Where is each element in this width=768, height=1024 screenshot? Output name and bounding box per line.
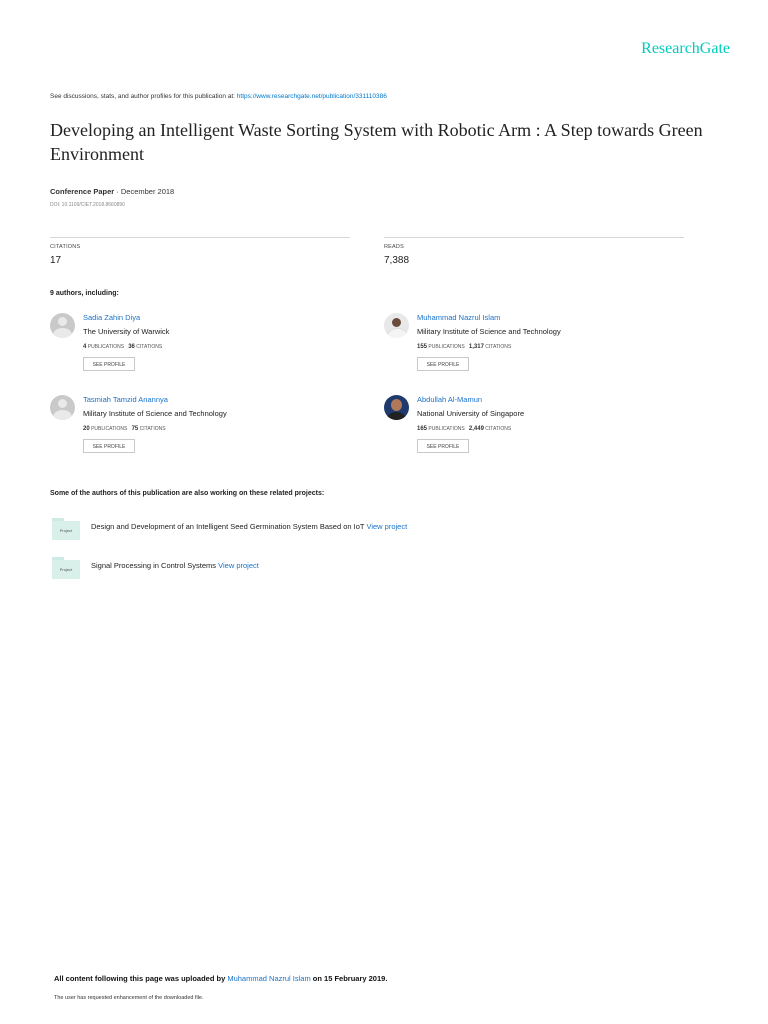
citations-label: CITATIONS bbox=[485, 344, 512, 350]
avatar-placeholder-icon[interactable] bbox=[50, 313, 75, 338]
projects-heading: Some of the authors of this publication are also working on these related projects: bbox=[50, 490, 325, 497]
publications-label: PUBLICATIONS bbox=[428, 426, 465, 432]
see-profile-button[interactable]: SEE PROFILE bbox=[83, 357, 135, 371]
discussion-line bbox=[50, 93, 387, 100]
author-institution: Military Institute of Science and Technology bbox=[83, 409, 227, 418]
reads-value: 7,388 bbox=[384, 255, 410, 266]
author-name-link[interactable]: Tasmiah Tamzid Anannya bbox=[83, 395, 168, 404]
citations-count: 75 bbox=[131, 426, 139, 432]
author-card bbox=[50, 313, 350, 383]
citations-count: 1,317 bbox=[468, 344, 484, 350]
citations-value: 17 bbox=[50, 255, 62, 266]
upload-prefix: All content following this page was uploaded by bbox=[54, 974, 228, 983]
author-institution: Military Institute of Science and Technology bbox=[417, 327, 561, 336]
project-item bbox=[50, 555, 650, 581]
publications-count: 20 bbox=[83, 426, 90, 432]
avatar-photo-icon[interactable] bbox=[384, 395, 409, 420]
author-stats bbox=[83, 426, 166, 432]
project-title bbox=[91, 522, 407, 531]
citations-label: CITATIONS bbox=[136, 344, 163, 350]
view-project-link[interactable]: View project bbox=[218, 561, 259, 570]
publications-label: PUBLICATIONS bbox=[91, 426, 128, 432]
project-title-text: Design and Development of an Intelligent Seed Germination System Based on IoT bbox=[91, 522, 367, 531]
author-institution: The University of Warwick bbox=[83, 327, 170, 336]
reads-divider bbox=[384, 237, 684, 238]
author-name-link[interactable]: Sadia Zahin Diya bbox=[83, 313, 141, 322]
citations-divider bbox=[50, 237, 350, 238]
author-card bbox=[384, 395, 684, 465]
citations-label: CITATIONS bbox=[139, 426, 166, 432]
project-item bbox=[50, 516, 650, 542]
reads-label: READS bbox=[384, 244, 404, 250]
project-folder-icon bbox=[52, 557, 80, 579]
author-card bbox=[50, 395, 350, 465]
citations-label: CITATIONS bbox=[485, 426, 512, 432]
uploader-link[interactable]: Muhammad Nazrul Islam bbox=[227, 974, 311, 983]
publications-count: 4 bbox=[83, 344, 87, 350]
authors-heading: 9 authors, including: bbox=[50, 290, 119, 297]
upload-note bbox=[54, 974, 387, 983]
author-institution: National University of Singapore bbox=[417, 409, 525, 418]
citations-count: 2,449 bbox=[468, 426, 484, 432]
see-profile-button[interactable]: SEE PROFILE bbox=[83, 439, 135, 453]
paper-title: Developing an Intelligent Waste Sorting System with Robotic Arm : A Step towards Green Environment bbox=[50, 120, 703, 164]
avatar-placeholder-icon[interactable] bbox=[50, 395, 75, 420]
see-profile-button[interactable]: SEE PROFILE bbox=[417, 357, 469, 371]
project-title-text: Signal Processing in Control Systems bbox=[91, 561, 219, 570]
paper-date: · December 2018 bbox=[114, 187, 175, 196]
author-name-link[interactable]: Abdullah Al-Mamun bbox=[417, 395, 483, 404]
see-profile-button[interactable]: SEE PROFILE bbox=[417, 439, 469, 453]
publications-count: 165 bbox=[417, 426, 428, 432]
discussion-text: See discussions, stats, and author profiles for this publication at: bbox=[50, 93, 237, 100]
project-icon-label: Project bbox=[52, 560, 80, 579]
author-card bbox=[384, 313, 684, 383]
paper-type: Conference Paper bbox=[50, 187, 115, 196]
publication-url-link[interactable]: https://www.researchgate.net/publication/331110386 bbox=[236, 93, 387, 100]
view-project-link[interactable]: View project bbox=[366, 522, 408, 531]
paper-type-line bbox=[50, 187, 174, 196]
project-icon-label: Project bbox=[52, 521, 80, 540]
project-title bbox=[91, 561, 259, 570]
paper-doi: DOI: 10.1109/CIET.2018.8660890 bbox=[50, 202, 125, 208]
enhancement-note: The user has requested enhancement of the downloaded file. bbox=[54, 995, 204, 1001]
citations-count: 36 bbox=[128, 344, 135, 350]
author-stats bbox=[417, 426, 511, 432]
citations-label: CITATIONS bbox=[50, 244, 81, 250]
researchgate-logo[interactable]: ResearchGate bbox=[641, 40, 730, 57]
project-folder-icon bbox=[52, 518, 80, 540]
publications-count: 155 bbox=[417, 344, 428, 350]
avatar-photo-icon[interactable] bbox=[384, 313, 409, 338]
publications-label: PUBLICATIONS bbox=[87, 344, 125, 350]
author-stats bbox=[83, 344, 162, 350]
publications-label: PUBLICATIONS bbox=[428, 344, 465, 350]
author-name-link[interactable]: Muhammad Nazrul Islam bbox=[417, 313, 501, 322]
author-stats bbox=[417, 344, 511, 350]
upload-suffix: on 15 February 2019. bbox=[310, 974, 388, 983]
